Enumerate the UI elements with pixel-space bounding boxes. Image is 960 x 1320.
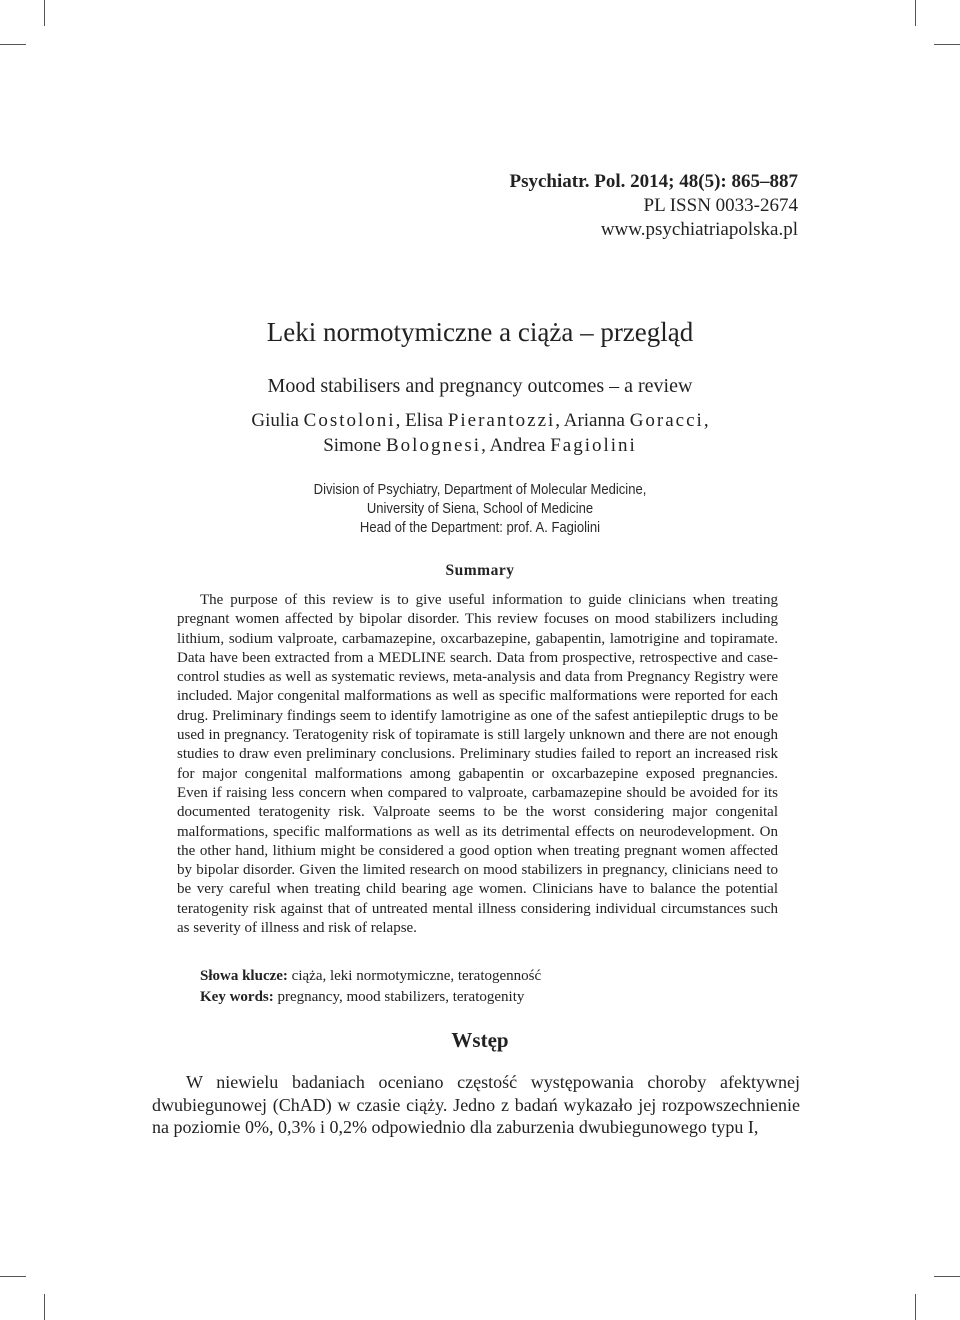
crop-mark	[915, 0, 916, 26]
author-line	[0, 433, 960, 458]
keywords-label: Key words:	[200, 989, 274, 1005]
crop-mark	[44, 1294, 45, 1320]
journal-header	[510, 170, 799, 242]
keywords-value: ciąża, leki normotymiczne, teratogenność	[291, 968, 542, 984]
keywords-english	[200, 988, 524, 1007]
author: Simone Bolognesi,	[323, 435, 490, 456]
crop-mark	[0, 44, 26, 45]
author: Arianna Goracci,	[563, 410, 709, 431]
author: Elisa Pierantozzi,	[405, 410, 564, 431]
author-list	[0, 408, 960, 458]
keywords-value: pregnancy, mood stabilizers, teratogenity	[277, 989, 525, 1005]
affiliation-line: Head of the Department: prof. A. Fagiolini	[359, 520, 601, 536]
author: Giulia Costoloni,	[251, 410, 406, 431]
title-polish: Leki normotymiczne a ciąża – przegląd	[266, 317, 694, 347]
affiliation-line: Division of Psychiatry, Department of Molecular Medicine,	[313, 482, 647, 498]
keywords-label: Słowa klucze:	[200, 968, 288, 984]
summary-text: The purpose of this review is to give useful information to guide clinicians when treating pregnant women affected by bipolar disorder. This review focuses on mood stabilizers including lithium, sodium valproate, carbamazepine, oxcarbazepine, gabapentin, lamotrigine and topiramate. Data have been extracted from a MEDLINE search. Data from prospective, retrospective and case-control studies as well as systematic reviews, meta-analysis and data from Pregnancy Registry were included. Major congenital malformations as well as specific malformations were reported for each drug. Preliminary findings seem to identify lamotrigine as one of the safest antiepileptic drugs to be used in pregnancy. Teratogenity risk of topiramate is still largely unknown and there are not enough studies to draw even preliminary conclusions. Preliminary studies failed to report an increased risk for major congenital malformations among gabapentin or oxcarbazepine exposed pregnancies. Even if raising less concern when compared to valproate, carbamazepine should be avoided for its documented teratogenity risk. Valproate seems to be the worst considering major congenital malformations, specific malformations as well as its detrimental effects on neurodevelopment. On the other hand, lithium might be considered a good option when treating pregnant women affected by bipolar disorder. Given the limited research on mood stabilizers in pregnancy, clinicians need to be very careful when treating child bearing age women. Clinicians have to balance the potential teratogenity risk against that of untreated mental illness considering individual circumstances such as severity of illness and risk of relapse.	[177, 592, 778, 937]
crop-mark	[915, 1294, 916, 1320]
title-english: Mood stabilisers and pregnancy outcomes – a review	[267, 375, 693, 397]
crop-mark	[44, 0, 45, 26]
author-line	[0, 408, 960, 433]
journal-website: www.psychiatriapolska.pl	[600, 219, 798, 240]
affiliation	[48, 481, 912, 538]
journal-citation: Psychiatr. Pol. 2014; 48(5): 865–887	[509, 171, 798, 192]
journal-issn: PL ISSN 0033-2674	[643, 195, 798, 216]
crop-mark	[934, 44, 960, 45]
body-paragraph: W niewielu badaniach oceniano częstość występowania choroby afektywnej dwubiegunowej (ChAD) w czasie ciąży. Jedno z badań wykazało jej rozpowszechnienie na poziomie 0%, 0,3% i 0,2% odpowiednio dla zaburzenia dwubiegunowego typu I,	[152, 1072, 800, 1137]
crop-mark	[0, 1276, 26, 1277]
summary-heading: Summary	[445, 562, 515, 579]
section-heading: Wstęp	[451, 1028, 509, 1052]
keywords-polish	[200, 967, 541, 986]
affiliation-line: University of Siena, School of Medicine	[366, 501, 594, 517]
crop-mark	[934, 1276, 960, 1277]
author: Andrea Fagiolini	[489, 435, 637, 456]
